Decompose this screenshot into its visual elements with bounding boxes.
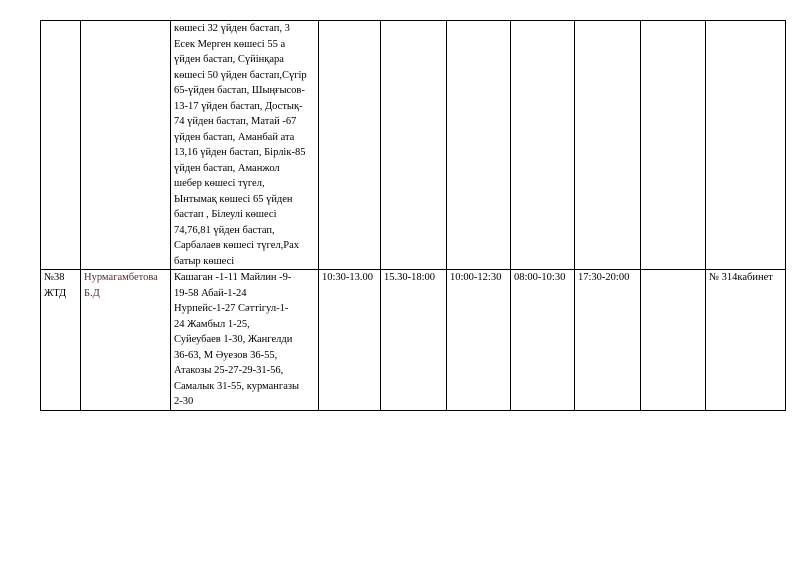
address-line: Кашаган -1-11 Майлин -9- — [174, 272, 292, 283]
address-line: 13-17 үйден бастап, Достық- — [174, 100, 303, 112]
address-cell — [171, 21, 319, 270]
time-slot-cell: 10:30-13.00 — [319, 270, 381, 411]
district-number-cell — [41, 21, 81, 270]
time-slot-cell — [641, 21, 706, 270]
room-cell — [706, 21, 786, 270]
address-line: Суйеубаев 1-30, Жангелди — [174, 334, 293, 345]
address-line: көшесі 32 үйден бастап, 3 — [174, 23, 290, 34]
address-line: үйден бастап, Аманбай ата — [174, 131, 295, 143]
address-line: Ынтымақ көшесі 65 үйден — [174, 193, 293, 205]
address-line: 19-58 Абай-1-24 — [174, 287, 247, 299]
time-slot-cell — [447, 21, 511, 270]
time-slot-cell — [381, 21, 447, 270]
address-line: үйден бастап, Сүйінқара — [174, 54, 284, 65]
address-line: Нурпейс-1-27 Сәттігул-1- — [174, 303, 289, 314]
district-number: №38 — [44, 272, 65, 283]
address-line: 2-30 — [174, 396, 194, 407]
time-slot-cell: 15.30-18:00 — [381, 270, 447, 411]
address-line: 65-үйден бастап, Шыңғысов- — [174, 85, 305, 96]
time-slot-cell — [641, 270, 706, 411]
responsible-initials: Б.Д — [84, 287, 100, 299]
address-line: Атакозы 25-27-29-31-56, — [174, 365, 284, 376]
address-line: шебер көшесі түгел, — [174, 178, 265, 189]
district-number-cell — [41, 270, 81, 411]
time-slot-cell — [511, 21, 575, 270]
address-line: 36-63, М Әуезов 36-55, — [174, 349, 278, 361]
responsible-surname: Нурмагамбетова — [84, 272, 158, 283]
table-row — [41, 270, 786, 411]
address-line: Есек Мерген көшесі 55 а — [174, 38, 286, 50]
time-slot-cell — [319, 21, 381, 270]
responsible-name-cell — [81, 270, 171, 411]
schedule-table — [40, 20, 786, 411]
address-line: 24 Жамбыл 1-25, — [174, 318, 250, 330]
table-row — [41, 21, 786, 270]
address-line: бастап , Білеулі көшесі — [174, 209, 277, 220]
address-cell — [171, 270, 319, 411]
address-line: 13,16 үйден бастап, Бірлік-85 — [174, 147, 306, 158]
district-code: ЖТД — [44, 287, 67, 299]
address-line: Сарбалаев көшесі түгел,Рах — [174, 240, 299, 251]
time-slot-cell: 08:00-10:30 — [511, 270, 575, 411]
address-line: 74,76,81 үйден бастап, — [174, 224, 275, 236]
room-cell: № 314кабинет — [706, 270, 786, 411]
address-line: Самалык 31-55, курмангазы — [174, 380, 300, 392]
address-line: үйден бастап, Аманжол — [174, 162, 280, 174]
address-line: батыр көшесі — [174, 255, 235, 267]
address-line: көшесі 50 үйден бастап,Сүгір — [174, 69, 307, 81]
time-slot-cell — [575, 21, 641, 270]
time-slot-cell: 17:30-20:00 — [575, 270, 641, 411]
time-slot-cell: 10:00-12:30 — [447, 270, 511, 411]
responsible-name-cell — [81, 21, 171, 270]
address-line: 74 үйден бастап, Матай -67 — [174, 116, 297, 127]
